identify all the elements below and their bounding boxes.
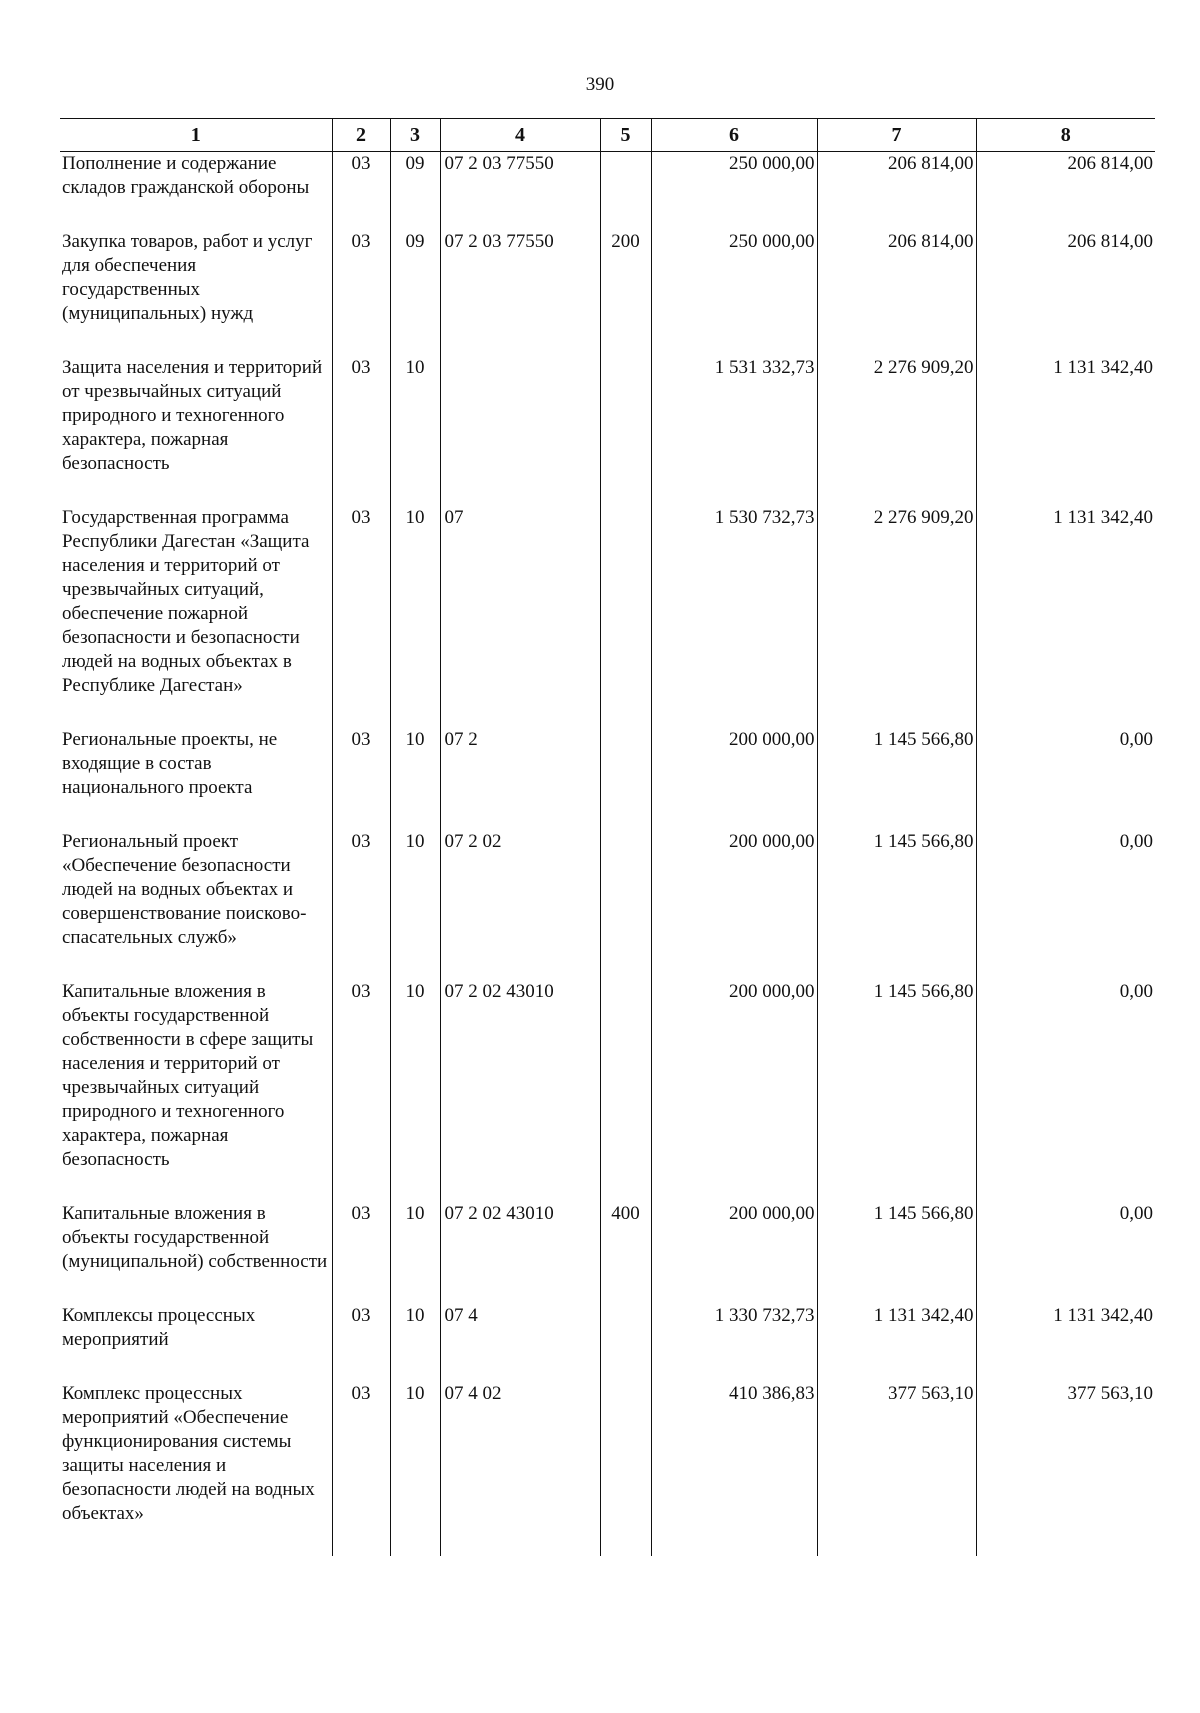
expense-type-code (600, 1304, 651, 1382)
column-header: 2 (332, 119, 390, 152)
amount-col8: 0,00 (976, 728, 1155, 830)
amount-col7: 1 145 566,80 (817, 980, 976, 1202)
amount-col8: 0,00 (976, 1202, 1155, 1304)
item-name: Региональный проект «Обеспечение безопасности людей на водных объектах и совершенствование поисково-спасательных служб» (62, 831, 307, 948)
column-header: 6 (651, 119, 817, 152)
table-row (60, 830, 1155, 980)
column-header: 4 (440, 119, 600, 152)
expense-type-code (600, 356, 651, 506)
subsection-code: 10 (390, 830, 440, 980)
target-article-code (440, 356, 600, 506)
item-name: Капитальные вложения в объекты государственной (муниципальной) собственности (62, 1203, 328, 1272)
table-row (60, 1202, 1155, 1304)
item-name: Защита населения и территорий от чрезвычайных ситуаций природного и техногенного характера, пожарная безопасность (62, 357, 323, 474)
amount-col6: 1 530 732,73 (651, 506, 817, 728)
amount-col8: 1 131 342,40 (976, 506, 1155, 728)
amount-col8: 1 131 342,40 (976, 1304, 1155, 1382)
subsection-code: 09 (390, 152, 440, 230)
amount-col7: 206 814,00 (817, 152, 976, 230)
column-header: 5 (600, 119, 651, 152)
subsection-code: 10 (390, 728, 440, 830)
target-article-code: 07 2 03 77550 (440, 152, 600, 230)
amount-col6: 250 000,00 (651, 152, 817, 230)
item-name: Региональные проекты, не входящие в состав национального проекта (62, 729, 278, 798)
section-code: 03 (332, 1382, 390, 1556)
subsection-code: 10 (390, 1304, 440, 1382)
expense-type-code: 400 (600, 1202, 651, 1304)
subsection-code: 10 (390, 506, 440, 728)
amount-col8: 1 131 342,40 (976, 356, 1155, 506)
table-row (60, 980, 1155, 1202)
column-header: 1 (60, 119, 332, 152)
amount-col7: 1 131 342,40 (817, 1304, 976, 1382)
target-article-code: 07 (440, 506, 600, 728)
section-code: 03 (332, 830, 390, 980)
table-row (60, 152, 1155, 230)
target-article-code: 07 4 (440, 1304, 600, 1382)
column-header: 8 (976, 119, 1155, 152)
target-article-code: 07 4 02 (440, 1382, 600, 1556)
table-row (60, 1304, 1155, 1382)
item-name: Государственная программа Республики Дагестан «Защита населения и территорий от чрезвычайных ситуаций, обеспечение пожарной безопасности и безопасности людей на водных объектах в Республике Дагестан» (62, 507, 310, 696)
amount-col6: 200 000,00 (651, 728, 817, 830)
expense-type-code (600, 980, 651, 1202)
section-code: 03 (332, 1202, 390, 1304)
section-code: 03 (332, 1304, 390, 1382)
subsection-code: 10 (390, 1382, 440, 1556)
section-code: 03 (332, 980, 390, 1202)
amount-col7: 377 563,10 (817, 1382, 976, 1556)
expense-type-code (600, 1382, 651, 1556)
amount-col7: 206 814,00 (817, 230, 976, 356)
expense-type-code (600, 152, 651, 230)
item-name: Комплекс процессных мероприятий «Обеспечение функционирования системы защиты населения и безопасности людей на водных объектах» (62, 1383, 315, 1524)
amount-col6: 250 000,00 (651, 230, 817, 356)
amount-col7: 1 145 566,80 (817, 728, 976, 830)
amount-col6: 410 386,83 (651, 1382, 817, 1556)
amount-col6: 200 000,00 (651, 980, 817, 1202)
target-article-code: 07 2 02 (440, 830, 600, 980)
amount-col6: 200 000,00 (651, 1202, 817, 1304)
amount-col8: 0,00 (976, 830, 1155, 980)
page-number: 390 (585, 74, 615, 95)
table-row (60, 728, 1155, 830)
expense-type-code (600, 506, 651, 728)
amount-col7: 2 276 909,20 (817, 356, 976, 506)
item-name: Пополнение и содержание складов гражданской обороны (62, 153, 310, 198)
table-row (60, 1382, 1155, 1556)
target-article-code: 07 2 02 43010 (440, 980, 600, 1202)
target-article-code: 07 2 03 77550 (440, 230, 600, 356)
table-row (60, 356, 1155, 506)
section-code: 03 (332, 356, 390, 506)
amount-col6: 200 000,00 (651, 830, 817, 980)
table-row (60, 230, 1155, 356)
table-row (60, 506, 1155, 728)
amount-col8: 0,00 (976, 980, 1155, 1202)
target-article-code: 07 2 (440, 728, 600, 830)
column-header: 7 (817, 119, 976, 152)
expense-type-code: 200 (600, 230, 651, 356)
subsection-code: 10 (390, 980, 440, 1202)
item-name: Комплексы процессных мероприятий (62, 1305, 256, 1350)
item-name: Закупка товаров, работ и услуг для обеспечения государственных (муниципальных) нужд (62, 231, 313, 324)
item-name: Капитальные вложения в объекты государственной собственности в сфере защиты населения и территорий от чрезвычайных ситуаций природного и техногенного характера, пожарная безопасность (62, 981, 314, 1170)
amount-col7: 2 276 909,20 (817, 506, 976, 728)
section-code: 03 (332, 230, 390, 356)
table-header-row (60, 119, 1155, 152)
expense-type-code (600, 728, 651, 830)
column-header: 3 (390, 119, 440, 152)
amount-col7: 1 145 566,80 (817, 830, 976, 980)
amount-col8: 206 814,00 (976, 152, 1155, 230)
section-code: 03 (332, 152, 390, 230)
amount-col8: 206 814,00 (976, 230, 1155, 356)
amount-col6: 1 330 732,73 (651, 1304, 817, 1382)
subsection-code: 10 (390, 356, 440, 506)
amount-col8: 377 563,10 (976, 1382, 1155, 1556)
target-article-code: 07 2 02 43010 (440, 1202, 600, 1304)
amount-col7: 1 145 566,80 (817, 1202, 976, 1304)
expense-type-code (600, 830, 651, 980)
subsection-code: 09 (390, 230, 440, 356)
section-code: 03 (332, 728, 390, 830)
section-code: 03 (332, 506, 390, 728)
subsection-code: 10 (390, 1202, 440, 1304)
budget-table (60, 118, 1155, 1556)
amount-col6: 1 531 332,73 (651, 356, 817, 506)
